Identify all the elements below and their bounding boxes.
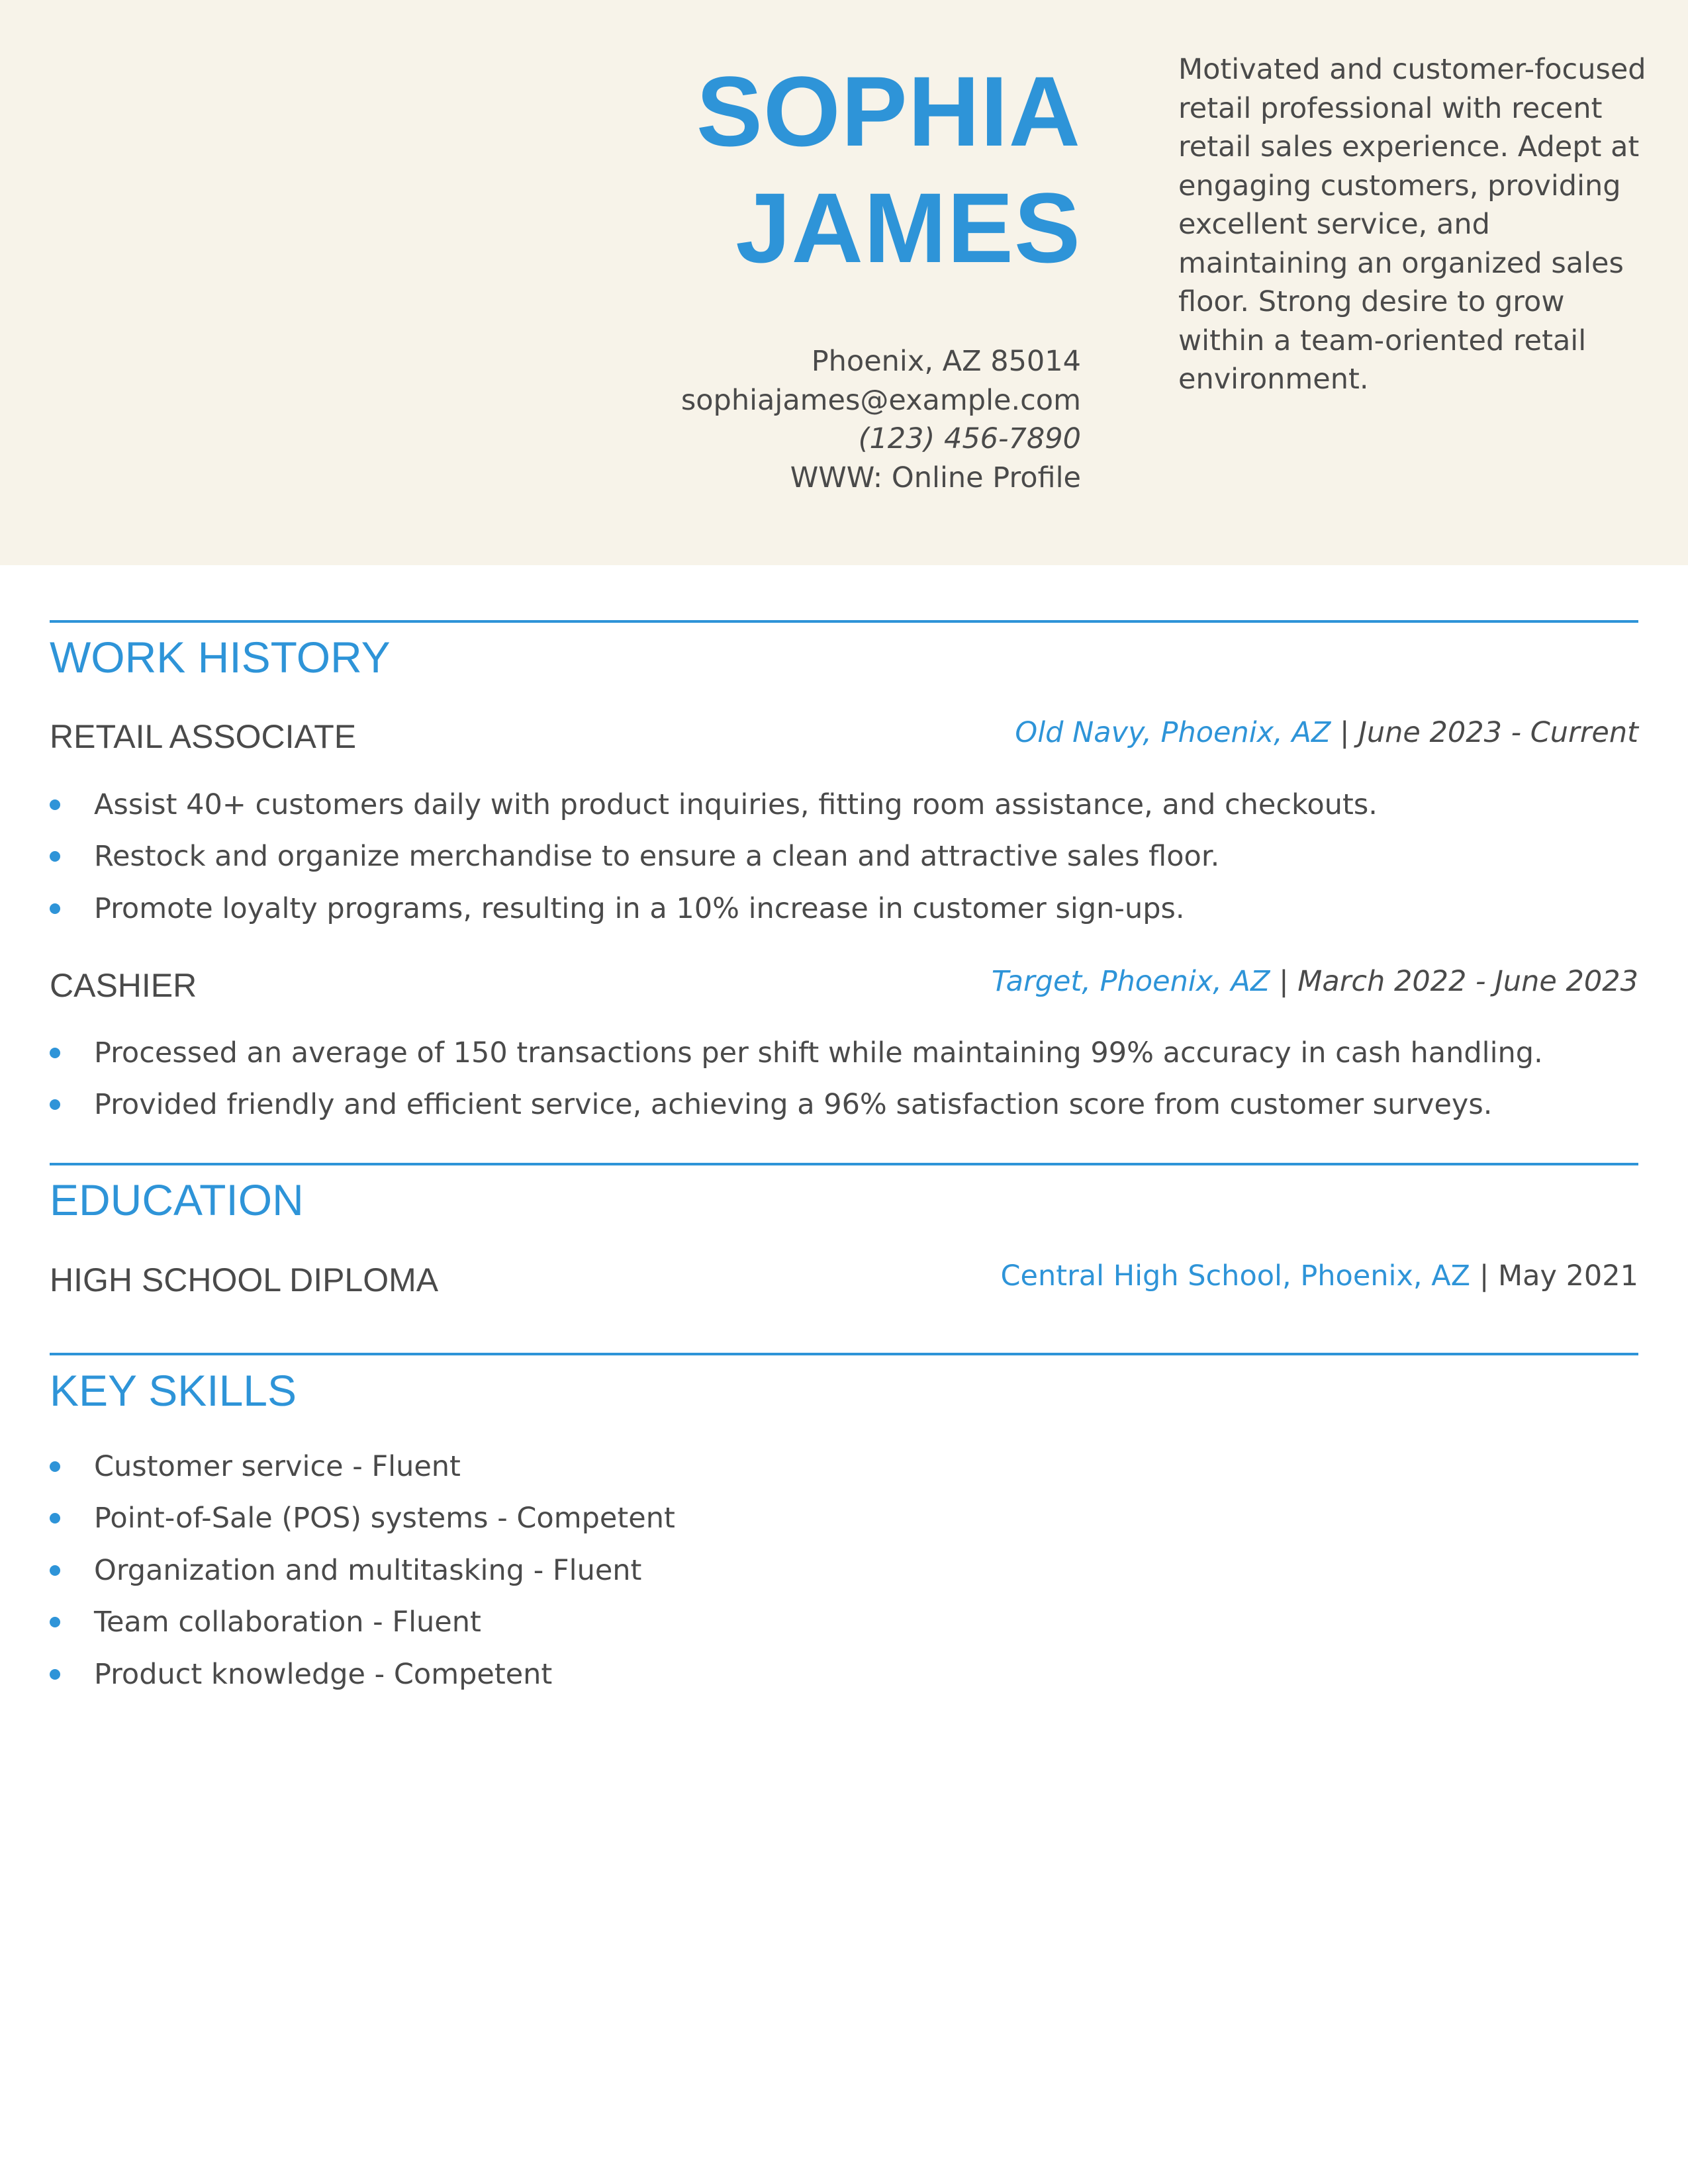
phone: (123) 456-7890 bbox=[858, 422, 1081, 455]
bullet-icon bbox=[50, 1099, 60, 1110]
section-title-key-skills: KEY SKILLS bbox=[50, 1366, 297, 1415]
bullet-icon bbox=[50, 1513, 60, 1524]
job-title: CASHIER bbox=[50, 967, 197, 1004]
section-divider bbox=[50, 1163, 1638, 1165]
bullet-icon bbox=[50, 903, 60, 914]
meta-separator: | bbox=[1279, 965, 1289, 998]
degree-title: HIGH SCHOOL DIPLOMA bbox=[50, 1261, 439, 1298]
school-name: Central High School, Phoenix, AZ bbox=[1000, 1259, 1471, 1293]
contact-info bbox=[681, 342, 1081, 497]
bullet-icon bbox=[50, 799, 60, 810]
bullet-icon bbox=[50, 1669, 60, 1680]
skill-text: Point-of-Sale (POS) systems - Competent bbox=[94, 1502, 675, 1535]
job-meta bbox=[992, 963, 1638, 1000]
website-link: WWW: Online Profile bbox=[790, 461, 1081, 494]
bullet-text: Assist 40+ customers daily with product inquiries, fitting room assistance, and checkouts. bbox=[94, 788, 1378, 821]
graduation-date: May 2021 bbox=[1498, 1259, 1638, 1293]
skill-text: Product knowledge - Competent bbox=[94, 1658, 553, 1691]
bullet-text: Restock and organize merchandise to ensure a clean and attractive sales floor. bbox=[94, 840, 1220, 873]
meta-separator: | bbox=[1479, 1259, 1489, 1293]
job-title: RETAIL ASSOCIATE bbox=[50, 718, 357, 755]
job-employer: Target, Phoenix, AZ bbox=[991, 965, 1270, 998]
bullet-icon bbox=[50, 1048, 60, 1058]
skill-text: Customer service - Fluent bbox=[94, 1450, 461, 1483]
last-name: JAMES bbox=[735, 172, 1081, 283]
email: sophiajames@example.com bbox=[680, 383, 1081, 417]
job-employer: Old Navy, Phoenix, AZ bbox=[1015, 716, 1331, 749]
bullet-icon bbox=[50, 851, 60, 862]
bullet-icon bbox=[50, 1565, 60, 1576]
bullet-text: Provided friendly and efficient service, achieving a 96% satisfaction score from customer surveys. bbox=[94, 1088, 1493, 1121]
bullet-icon bbox=[50, 1617, 60, 1627]
job-meta bbox=[1015, 714, 1638, 751]
education-meta bbox=[1001, 1257, 1638, 1295]
job-dates: June 2023 - Current bbox=[1358, 716, 1638, 749]
skill-text: Team collaboration - Fluent bbox=[94, 1606, 481, 1639]
section-divider bbox=[50, 1353, 1638, 1355]
bullet-text: Processed an average of 150 transactions per shift while maintaining 99% accuracy in cash handling. bbox=[94, 1036, 1543, 1069]
job-dates: March 2022 - June 2023 bbox=[1297, 965, 1638, 998]
professional-summary: Motivated and customer-focused retail professional with recent retail sales experience. Adept at engaging customers, providing excellent service, and maintaining an organized sales floor. Strong desire to grow within a team-oriented retail environment. bbox=[1178, 53, 1646, 396]
bullet-text: Promote loyalty programs, resulting in a 10% increase in customer sign-ups. bbox=[94, 892, 1185, 925]
section-title-work-history: WORK HISTORY bbox=[50, 633, 391, 682]
section-divider bbox=[50, 620, 1638, 623]
bullet-icon bbox=[50, 1461, 60, 1472]
section-title-education: EDUCATION bbox=[50, 1175, 304, 1224]
address: Phoenix, AZ 85014 bbox=[811, 345, 1081, 378]
meta-separator: | bbox=[1340, 716, 1350, 749]
skill-text: Organization and multitasking - Fluent bbox=[94, 1554, 642, 1587]
candidate-name bbox=[696, 53, 1081, 286]
first-name: SOPHIA bbox=[696, 56, 1081, 167]
